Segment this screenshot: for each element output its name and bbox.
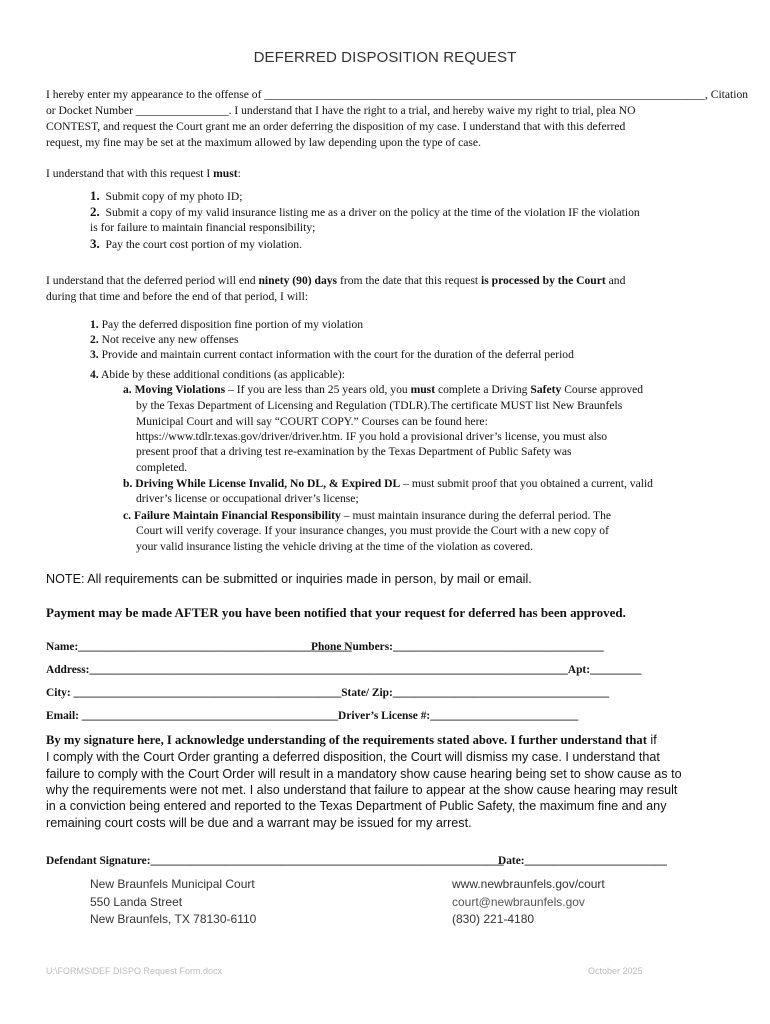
- intro-line-2: or Docket Number ________________. I understand that I have the right to a trial, and hereby waive my right to trial, plea NO: [46, 104, 636, 117]
- payment-notice: Payment may be made AFTER you have been notified that your request for deferred has been approved.: [46, 605, 626, 620]
- court-address: [90, 876, 256, 929]
- address-field[interactable]: Address:____________________________________________________________________________________Apt:_________: [46, 664, 642, 676]
- ack-line-6: remaining court costs will be due and a warrant may be issued for my arrest.: [46, 816, 472, 830]
- condition-c-line-3: your valid insurance listing the vehicle driving at the time of the violation as covered.: [136, 540, 533, 553]
- intro-line-4: request, my fine may be set at the maximum allowed by law depending upon the type of case.: [46, 136, 481, 149]
- must-item-2-cont: is for failure to maintain financial responsibility;: [90, 221, 316, 234]
- court-street: 550 Landa Street: [90, 894, 183, 909]
- will-item-text: Abide by these additional conditions (as applicable):: [100, 368, 346, 381]
- condition-c-line-2: Court will verify coverage. If your insurance changes, you must provide the Court with a new copy of: [136, 524, 609, 537]
- court-email[interactable]: court@newbraunfels.gov: [452, 894, 585, 909]
- intro-line-1: I hereby enter my appearance to the offense of ____________________________________________________________________________, Citation: [46, 88, 749, 101]
- ack-line-5: in a conviction being entered and reported to the Texas Department of Public Safety, the maximum fine and any: [46, 799, 667, 813]
- condition-a-line-2: by the Texas Department of Licensing and Regulation (TDLR).The certificate MUST list New Braunfels: [136, 399, 623, 412]
- ack-bold: By my signature here, I acknowledge understanding of the requirements stated above. I further understand that: [46, 733, 647, 747]
- condition-c: [123, 508, 611, 524]
- must-item-text: Pay the court cost portion of my violation.: [105, 238, 302, 251]
- must-item-number: 2.: [90, 204, 100, 219]
- must-lead: [46, 166, 241, 182]
- condition-c-text: – must maintain insurance during the deferral period. The: [340, 509, 612, 522]
- must-item-2: [90, 204, 640, 221]
- ack-line-4: why the requirements were not met. I also understand that failure to appear at the show cause hearing may result: [46, 783, 678, 797]
- period-processed: is processed by the Court: [481, 274, 606, 287]
- condition-a-must: must: [410, 383, 436, 396]
- period-text-e: and: [605, 274, 626, 287]
- ack-line-2: I comply with the Court Order granting a deferred disposition, the Court will dismiss my case. I understand that: [46, 750, 660, 764]
- must-item-text: Submit copy of my photo ID;: [105, 190, 243, 203]
- condition-b-line-2: driver’s license or occupational driver’s license;: [136, 492, 359, 505]
- court-name: New Braunfels Municipal Court: [90, 877, 255, 891]
- condition-a-line-5: present proof that a driving test re-examination by the Texas Department of Public Safety was: [136, 445, 572, 458]
- will-item-2: [90, 332, 239, 348]
- footer-date: October 2025: [588, 966, 643, 976]
- condition-c-label: c. Failure Maintain Financial Responsibility: [123, 509, 341, 522]
- will-item-number: 2.: [90, 333, 99, 346]
- email-license-field[interactable]: Email: _____________________________________________Driver’s License #:__________________________: [46, 710, 579, 722]
- condition-a-line-6: completed.: [136, 461, 188, 474]
- will-item-1: [90, 317, 363, 333]
- must-item-number: 3.: [90, 236, 100, 251]
- signature-field[interactable]: Defendant Signature:______________________________________________________________: [46, 855, 504, 867]
- period-line-1: [46, 273, 625, 289]
- footer-file-path: U:\FORMS\DEF DISPO Request Form.docx: [46, 966, 223, 976]
- name-field[interactable]: Name:________________________________________________: [46, 641, 352, 653]
- phone-field[interactable]: Phone Numbers:_____________________________________: [311, 641, 604, 653]
- condition-b: [123, 476, 653, 492]
- period-text-a: I understand that the deferred period will end: [46, 274, 259, 287]
- will-item-text: Not receive any new offenses: [101, 333, 239, 346]
- will-item-3: [90, 347, 574, 363]
- court-city: New Braunfels, TX 78130-6110: [90, 912, 257, 926]
- must-lead-text: I understand that with this request I: [46, 167, 214, 180]
- must-item-3: [90, 236, 302, 253]
- period-line-2: during that time and before the end of that period, I will:: [46, 290, 309, 303]
- will-item-number: 4.: [90, 368, 99, 381]
- condition-a-line-4: https://www.tdlr.texas.gov/driver/driver.htm. IF you hold a provisional driver’s license, you must also: [136, 430, 608, 443]
- court-phone: (830) 221-4180: [452, 912, 535, 926]
- must-item-text: Submit a copy of my valid insurance listing me as a driver on the policy at the time of the violation IF the violation: [105, 206, 640, 219]
- must-item-1: [90, 188, 242, 205]
- court-website[interactable]: www.newbraunfels.gov/court: [452, 877, 605, 891]
- ack-line-3: failure to comply with the Court Order will result in a mandatory show cause hearing being set to show cause as to: [46, 767, 682, 781]
- condition-a-safety: Safety: [530, 383, 562, 396]
- condition-b-label: b. Driving While License Invalid, No DL, & Expired DL: [123, 477, 401, 490]
- must-colon: :: [237, 167, 241, 180]
- condition-b-text: – must submit proof that you obtained a current, valid: [400, 477, 653, 490]
- condition-a: [123, 382, 643, 398]
- date-field[interactable]: Date:_________________________: [498, 855, 667, 867]
- period-ninety-days: ninety (90) days: [258, 274, 338, 287]
- ack-line-1: [46, 732, 657, 748]
- intro-line-3: CONTEST, and request the Court grant me an order deferring the disposition of my case. I understand that with this deferred: [46, 120, 626, 133]
- will-item-4: [90, 367, 345, 383]
- period-text-c: from the date that this request: [337, 274, 481, 287]
- will-item-number: 1.: [90, 318, 99, 331]
- will-item-number: 3.: [90, 348, 99, 361]
- condition-a-text: – If you are less than 25 years old, you: [225, 383, 411, 396]
- will-item-text: Pay the deferred disposition fine portion of my violation: [101, 318, 364, 331]
- must-item-number: 1.: [90, 188, 100, 203]
- page-title: DEFERRED DISPOSITION REQUEST: [253, 49, 517, 66]
- court-contact: [452, 876, 605, 929]
- city-state-zip-field[interactable]: City: _______________________________________________State/ Zip:______________________________________: [46, 687, 610, 699]
- will-item-text: Provide and maintain current contact information with the court for the duration of the deferral period: [101, 348, 574, 361]
- condition-a-line-3: Municipal Court and will say “COURT COPY.” Courses can be found here:: [136, 415, 488, 428]
- must-emphasis: must: [213, 167, 238, 180]
- condition-a-text-2: complete a Driving: [435, 383, 531, 396]
- note-text: NOTE: All requirements can be submitted or inquiries made in person, by mail or email.: [46, 572, 532, 586]
- condition-a-label: a. Moving Violations: [123, 383, 226, 396]
- condition-a-text-3: Course approved: [561, 383, 644, 396]
- ack-if: if: [646, 733, 657, 747]
